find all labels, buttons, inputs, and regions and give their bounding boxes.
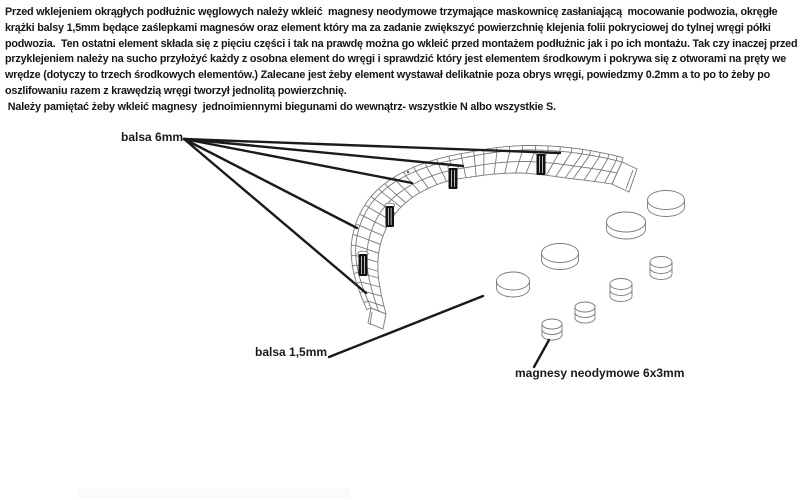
balsa-disc-ring [648,191,685,217]
balsa-disc-ring [542,244,579,270]
balsa6-leader-line [184,139,366,293]
doc-line: podwozia. Ten ostatni element składa się z pięciu części i tak na prawdę można go wkleić przed montażem podłużnic jak i po ich montażu. Tak czy inaczej przed [5,37,798,50]
label-magnets-neodymowe: magnesy neodymowe 6x3mm [515,366,685,380]
bottom-edge-artifact [78,489,350,498]
doc-line: wrędze (dotyczy to trzech środkowych elementów.) Zalecane jest żeby element wystawał delikatnie poza obrys wręgi, powiedzmy 0.2mm a to po to żeby po [5,69,770,82]
magnets-leader-line [534,340,549,367]
label-balsa-1-5mm: balsa 1,5mm [255,345,328,359]
frame-magnet-bar [385,203,395,227]
magnet-cylinder [650,257,672,280]
balsa15-leader-line [329,296,483,357]
balsa-disc-ring [497,272,530,297]
balsa-disc-rings [497,191,685,298]
frame-magnet-bar [536,151,546,175]
doc-line: Należy pamiętać żeby wkleić magnesy jednoimiennymi biegunami do wewnątrz- wszystkie N albo wszystkie S. [5,100,556,113]
doc-line: krążki balsy 1,5mm będące zaślepkami magnesów oraz element który ma za zadanie zwiększyć powierzchnię klejenia folii pokryciowej do tylnej wręgi półki [5,21,771,34]
magnets-in-frame [358,151,546,276]
magnet-cylinder [575,302,595,323]
doc-line: Przed wklejeniem okrągłych podłużnic węglowych należy wkleić magnesy neodymowe trzymające maskownicę zasłaniającą mocowanie podwozia, okręgłe [5,6,778,18]
doc-line: przyklejeniem należy na sucho przyłożyć każdy z osobna element do wręgi i sprawdzić który jest elementem środkowym i pokrywa się z otworami na pręty we [5,53,787,66]
frame-magnet-bar [448,165,458,189]
frame-band-wireframe [351,145,623,314]
doc-line: oszlifowaniu razem z krawędzią wręgi tworzył jednolitą powierzchnię. [5,84,347,97]
label-balsa-6mm: balsa 6mm [121,130,184,144]
magnet-cylinder [542,319,562,340]
magnet-cylinder [610,279,632,302]
stray-dot [407,171,410,174]
frame-magnet-bar [358,251,368,276]
balsa-disc-ring [607,212,646,239]
